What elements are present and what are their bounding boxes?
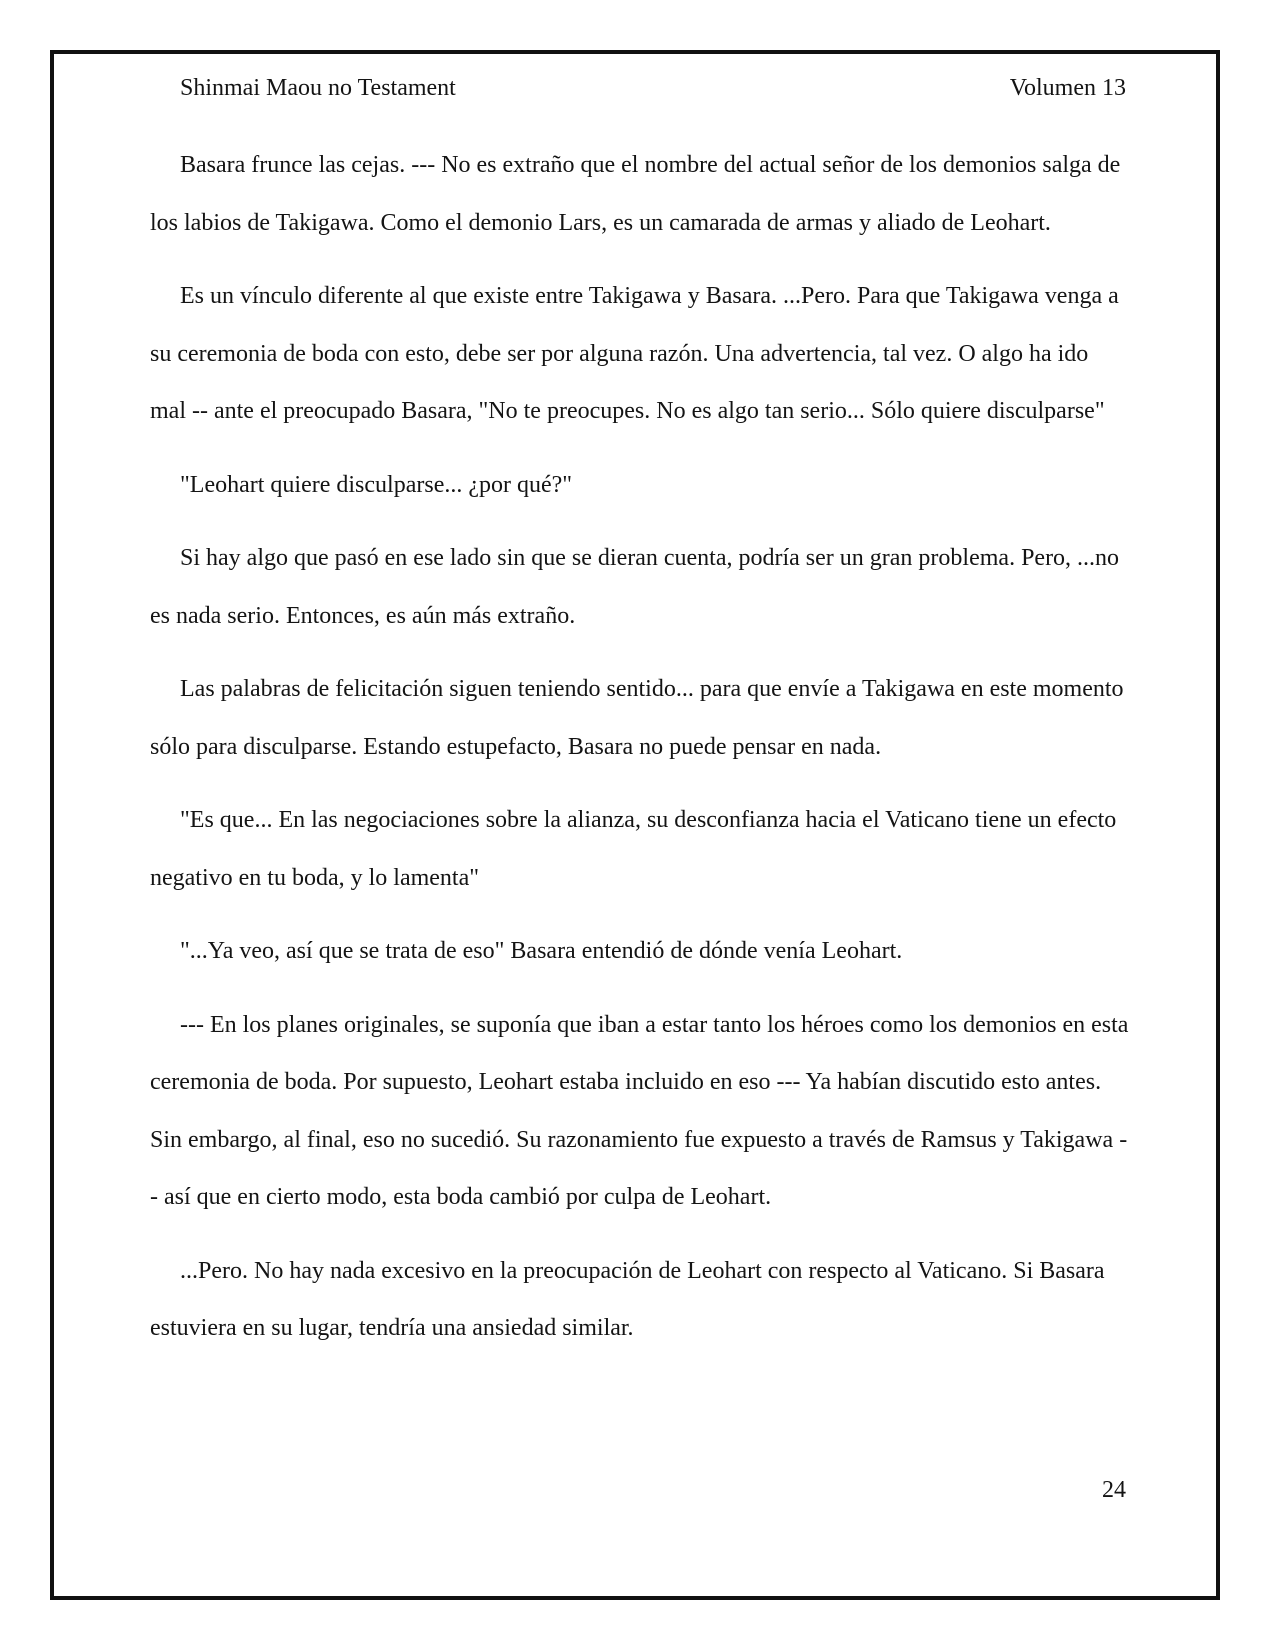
paragraph: ...Pero. No hay nada excesivo en la preocupación de Leohart con respecto al Vaticano. Si Basara estuviera en su lugar, tendría una ansiedad similar.	[150, 1257, 1105, 1341]
page-number: 24	[1102, 1477, 1126, 1503]
paragraph: "Es que... En las negociaciones sobre la alianza, su desconfianza hacia el Vaticano tiene un efecto negativo en tu boda, y lo lamenta"	[150, 807, 1117, 891]
paragraph: Si hay algo que pasó en ese lado sin que se dieran cuenta, podría ser un gran problema. Pero, ...no es nada serio. Entonces, es aún más extraño.	[150, 545, 1120, 629]
paragraph: "Leohart quiere disculparse... ¿por qué?"	[180, 471, 573, 498]
paragraph: "...Ya veo, así que se trata de eso" Basara entendió de dónde venía Leohart.	[180, 938, 903, 964]
paragraph: Basara frunce las cejas. --- No es extraño que el nombre del actual señor de los demonios salga de los labios de Takigawa. Como el demonio Lars, es un camarada de armas y aliado de Leohart.	[150, 152, 1121, 236]
running-header-volume: Volumen 13	[1009, 75, 1126, 101]
paragraph: Es un vínculo diferente al que existe entre Takigawa y Basara. ...Pero. Para que Takigawa venga a su ceremonia de boda con esto, debe ser por alguna razón. Una advertencia, tal vez. O algo ha ido mal -- ante el preocupado Basara, "No te preocupes. No es algo tan serio... Sólo quiere disculparse"	[150, 283, 1119, 424]
paragraph: Las palabras de felicitación siguen teniendo sentido... para que envíe a Takigawa en este momento sólo para disculparse. Estando estupefacto, Basara no puede pensar en nada.	[150, 676, 1124, 760]
running-header-title: Shinmai Maou no Testament	[180, 75, 456, 101]
body-text	[150, 137, 1130, 1374]
paragraph: --- En los planes originales, se suponía que iban a estar tanto los héroes como los demonios en esta ceremonia de boda. Por supuesto, Leohart estaba incluido en eso --- Ya habían discutido esto antes. Sin embargo, al final, eso no sucedió. Su razonamiento fue expuesto a través de Ramsus y Takigawa -- así que en cierto modo, esta boda cambió por culpa de Leohart.	[150, 1011, 1129, 1210]
